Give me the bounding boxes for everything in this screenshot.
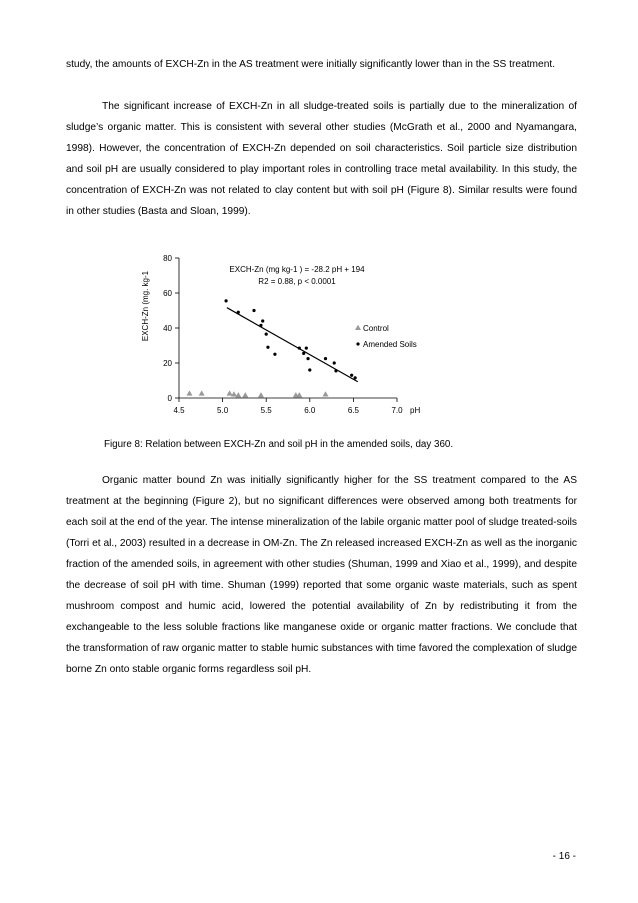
- amended-soils-point: [252, 309, 255, 312]
- amended-soils-point: [237, 311, 240, 314]
- amended-soils-point: [305, 347, 308, 350]
- amended-soils-point: [334, 369, 337, 372]
- paragraph-1: study, the amounts of EXCH-Zn in the AS treatment were initially significantly lower than in the SS treatment.: [66, 59, 556, 70]
- amended-soils-point: [261, 319, 264, 322]
- control-point: [199, 390, 205, 395]
- y-tick-label: 20: [163, 359, 172, 368]
- x-tick-label: 6.5: [347, 406, 359, 415]
- scatter-plot-svg: [130, 248, 430, 420]
- x-tick-label: 5.5: [260, 406, 272, 415]
- control-point: [227, 390, 233, 395]
- figure-caption: Figure 8: Relation between EXCH-Zn and soil pH in the amended soils, day 360.: [104, 439, 454, 450]
- control-point: [235, 392, 241, 397]
- control-point: [242, 392, 248, 397]
- amended-soils-point: [306, 357, 309, 360]
- x-tick-label: 6.0: [304, 406, 316, 415]
- control-point: [322, 391, 328, 396]
- control-point: [186, 390, 192, 395]
- amended-soils-point: [324, 357, 327, 360]
- amended-soils-point: [265, 333, 268, 336]
- chart-labels: [141, 265, 420, 415]
- x-tick-label: 7.0: [391, 406, 403, 415]
- amended-soils-point: [308, 368, 311, 371]
- amended-soils-point: [273, 353, 276, 356]
- regression-stats: R2 = 0.88, p < 0.0001: [258, 277, 336, 286]
- paragraph-3: Organic matter bound Zn was initially significantly higher for the SS treatment compared to the AS treatment at the beginning (Figure 2), but no significant differences were observed among both treatments for each soil at the end of the year. The intense mineralization of the labile organic matter pool of sludge treated-soils (Torri et al., 2003) resulted in a decrease in OM-Zn. The Zn released increased EXCH-Zn as well as the inorganic fraction of the amended soils, in agreement with other studies (Shuman, 1999 and Xiao et al., 1999), and despite the decrease of soil pH with time. Shuman (1999) reported that some organic waste materials, such as spent mushroom compost and humic acid, lowered the potential availability of Zn by redistributing it from the exchangeable to the less soluble fractions like manganese oxide or organic matter fractions. We conclude that the transformation of raw organic matter to stable humic substances with time favored the complexation of sludge borne Zn onto stable organic forms regardless soil pH.: [66, 475, 577, 675]
- control-point: [231, 391, 237, 396]
- legend-amended-marker: [356, 342, 359, 345]
- regression-equation: EXCH-Zn (mg kg-1 ) = -28.2 pH + 194: [229, 265, 365, 274]
- amended-soils-point: [333, 361, 336, 364]
- amended-soils-point: [350, 374, 353, 377]
- amended-soils-point: [266, 346, 269, 349]
- chart-marks: [186, 299, 357, 397]
- paragraph-2: The significant increase of EXCH-Zn in all sludge-treated soils is partially due to the mineralization of sludge’s organic matter. This is consistent with several other studies (McGrath et al., 2000 and Nyamangara, 1998). However, the concentration of EXCH-Zn depended on soil characteristics. Soil particle size distribution and soil pH are usually considered to play important roles in controlling trace metal availability. In this study, the concentration of EXCH-Zn was not related to clay content but with soil pH (Figure 8). Similar results were found in other studies (Basta and Sloan, 1999).: [66, 101, 577, 217]
- amended-soils-point: [259, 324, 262, 327]
- figure-8-scatter-chart: [130, 248, 430, 420]
- amended-soils-point: [354, 376, 357, 379]
- y-tick-label: 0: [167, 394, 172, 403]
- amended-soils-point: [302, 352, 305, 355]
- control-point: [258, 392, 264, 397]
- legend-control-marker: [355, 325, 361, 330]
- x-axis-label: pH: [410, 406, 421, 415]
- amended-soils-point: [224, 299, 227, 302]
- y-tick-label: 60: [163, 289, 172, 298]
- legend-control-label: Control: [363, 324, 389, 333]
- y-tick-label: 80: [163, 254, 172, 263]
- trendline: [227, 308, 358, 382]
- y-axis-label: EXCH-Zn (mg. kg-1: [141, 270, 150, 342]
- y-tick-label: 40: [163, 324, 172, 333]
- x-tick-label: 5.0: [217, 406, 229, 415]
- page-number: - 16 -: [552, 851, 576, 862]
- amended-soils-point: [298, 347, 301, 350]
- legend-amended-label: Amended Soils: [363, 340, 417, 349]
- x-tick-label: 4.5: [173, 406, 185, 415]
